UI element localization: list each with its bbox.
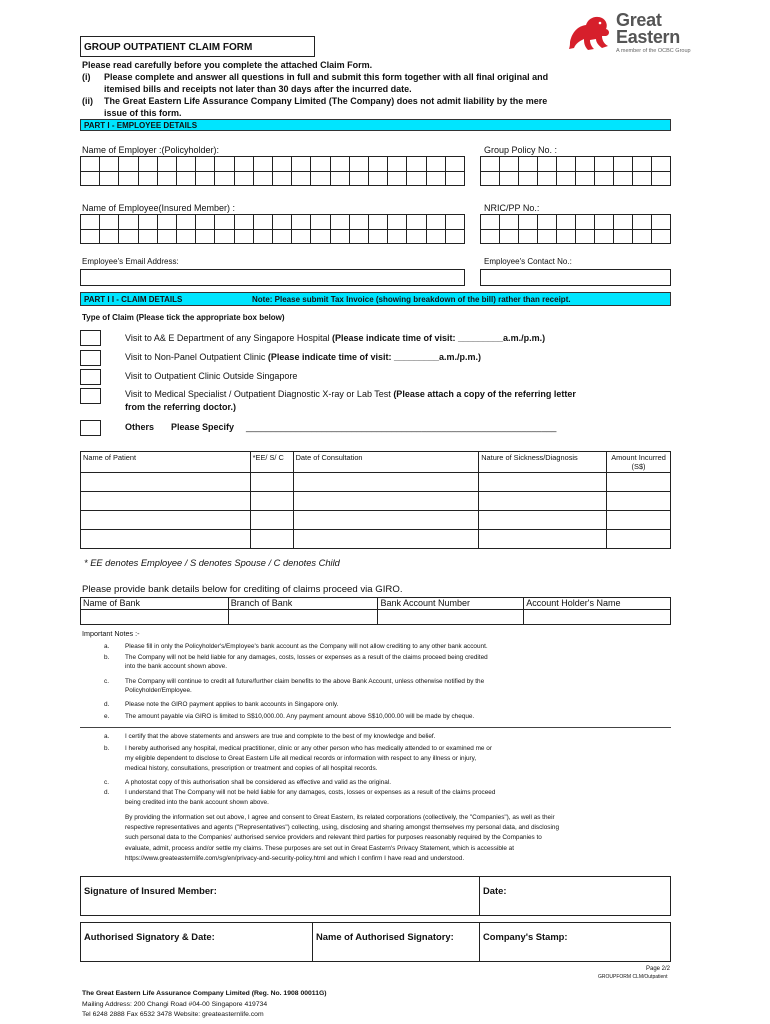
authorised-signatory-box[interactable] <box>80 922 313 962</box>
note-b2: into the bank account shown above. <box>125 663 227 670</box>
bank-col-branch: Branch of Bank <box>228 598 378 610</box>
specify-label: Please Specify <box>171 422 235 432</box>
footer-company: The Great Eastern Life Assurance Company Limited (Reg. No. 1908 00011G) <box>82 990 327 997</box>
employee-name-boxes[interactable] <box>80 214 465 244</box>
company-stamp-label: Company's Stamp: <box>483 931 568 942</box>
relation-legend: * EE denotes Employee / S denotes Spouse / C denotes Child <box>84 558 340 568</box>
bank-input-row[interactable] <box>81 610 671 625</box>
authorised-signatory-label: Authorised Signatory & Date: <box>84 931 215 942</box>
note-d-label: d. <box>104 701 110 708</box>
option-ae-time: (Please indicate time of visit: _________a.m./p.m.) <box>331 333 546 343</box>
authorised-name-box[interactable] <box>312 922 480 962</box>
decl-d2: being credited into the bank account shown above. <box>125 799 269 806</box>
decl-a: I certify that the above statements and answers are true and complete to the best of my knowledge and belief. <box>125 733 436 740</box>
logo-tagline: A member of the OCBC Group <box>616 48 691 54</box>
col-amount <box>607 452 671 473</box>
insured-signature-label: Signature of Insured Member: <box>84 885 217 896</box>
option-specialist-line2: from the referring doctor.) <box>125 402 237 412</box>
intro-heading: Please read carefully before you complete the attached Claim Form. <box>82 60 373 70</box>
nric-label: NRIC/PP No.: <box>484 203 540 213</box>
decl-c-label: c. <box>104 779 109 786</box>
privacy-line5: https://www.greateasternlife.com/sg/en/privacy-and-security-policy.html and which I confirm I have read and understood. <box>125 854 465 862</box>
decl-c: A photostat copy of this authorisation shall be considered as effective and valid as the original. <box>125 779 391 786</box>
part1-header-text: PART I - EMPLOYEE DETAILS <box>84 121 198 130</box>
others-label: Others <box>125 422 155 432</box>
bank-title: Please provide bank details below for crediting of claims proceed via GIRO. <box>82 584 403 595</box>
checkbox-overseas-visit[interactable] <box>80 369 101 385</box>
decl-b-label: b. <box>104 745 110 752</box>
note-c2: Policyholder/Employee. <box>125 687 192 694</box>
email-field[interactable] <box>80 269 465 286</box>
part2-note: Note: Please submit Tax Invoice (showing breakdown of the bill) rather than receipt. <box>252 295 571 304</box>
employer-name-boxes[interactable] <box>80 156 465 186</box>
contact-field[interactable] <box>480 269 671 286</box>
table-row[interactable] <box>81 492 671 511</box>
company-stamp-box[interactable] <box>479 922 671 962</box>
col-relation: *EE/ S/ C <box>250 452 293 473</box>
decl-b1: I hereby authorised any hospital, medical practitioner, clinic or any other person who has medically attended to or examined me or <box>125 745 492 752</box>
note-d: Please note the GIRO payment applies to bank accounts in Singapore only. <box>125 701 339 708</box>
privacy-line1: By providing the information set out above, I agree and consent to Great Eastern, its related corporations (collectively, the "Companies"), as well as their <box>125 814 555 821</box>
part2-header <box>80 292 671 306</box>
note-c1: The Company will continue to credit all future/further claim benefits to the above Bank Account, unless otherwise notified by the <box>125 678 485 685</box>
note-e-label: e. <box>104 713 110 720</box>
table-header-row <box>81 452 671 473</box>
employee-label: Name of Employee(Insured Member) : <box>82 203 236 213</box>
notes-title: Important Notes :- <box>82 629 140 638</box>
option-nonpanel-text: Visit to Non-Panel Outpatient Clinic <box>125 352 266 362</box>
footer-contact: Tel 6248 2888 Fax 6532 3478 Website: greateasternlife.com <box>82 1011 264 1018</box>
footer-address: Mailing Address: 200 Changi Road #04-00 Singapore 419734 <box>82 1001 268 1008</box>
email-label: Employee's Email Address: <box>82 257 179 266</box>
col-date: Date of Consultation <box>293 452 479 473</box>
option-specialist-note: (Please attach a copy of the referring letter <box>393 389 576 399</box>
decl-b2: my eligible dependent to disclose to Great Eastern Life all medical records or information with respect to any illness or injury, <box>125 755 477 762</box>
note-e: The amount payable via GIRO is limited to S$10,000.00. Any payment amount above S$10,000.00 will be made by cheque. <box>125 713 475 720</box>
option-specialist-visit <box>125 389 576 399</box>
part1-header <box>80 119 671 131</box>
claims-table <box>80 451 671 549</box>
option-ae-text: Visit to A& E Department of any Singapore Hospital <box>125 333 330 343</box>
intro-ii-line2: issue of this form. <box>104 108 182 118</box>
col-amount-label: Amount Incurred <box>611 453 666 462</box>
decl-d1: I understand that The Company will not be held liable for any damages, costs, losses or expenses as a result of the claims proceed <box>125 789 496 796</box>
policy-no-boxes[interactable] <box>480 156 671 186</box>
col-patient: Name of Patient <box>81 452 251 473</box>
option-ae-visit <box>125 333 545 343</box>
option-specialist-text: Visit to Medical Specialist / Outpatient Diagnostic X-ray or Lab Test <box>125 389 391 399</box>
col-amount-unit: (S$) <box>631 462 646 471</box>
section-divider <box>80 727 671 728</box>
table-row[interactable] <box>81 473 671 492</box>
logo-line1: Great <box>616 10 662 30</box>
intro-i-line2: itemised bills and receipts not later than 30 days after the incurred date. <box>104 84 412 94</box>
insured-signature-box[interactable] <box>80 876 480 916</box>
decl-d-label: d. <box>104 789 110 796</box>
bank-table <box>80 597 671 625</box>
date-box[interactable] <box>479 876 671 916</box>
col-nature: Nature of Sickness/Diagnosis <box>479 452 607 473</box>
privacy-line3: such personal data to the Companies' authorised service providers and relevant third parties for purposes reasonably required by the Companies to <box>125 834 542 842</box>
nric-boxes[interactable] <box>480 214 671 244</box>
intro-ii-line1: The Great Eastern Life Assurance Company Limited (The Company) does not admit liability by the mere <box>104 96 548 106</box>
option-nonpanel-time: (Please indicate time of visit: _________a.m./p.m.) <box>267 352 482 362</box>
decl-b3: medical history, consultations, prescription or treatment and copies of all hospital records. <box>125 765 378 772</box>
checkbox-specialist-visit[interactable] <box>80 388 101 404</box>
decl-a-label: a. <box>104 733 110 740</box>
checkbox-others[interactable] <box>80 420 101 436</box>
checkbox-nonpanel-visit[interactable] <box>80 350 101 366</box>
note-b1: The Company will not be held liable for any damages, costs, losses or expenses as a result of the claims proceed being credited <box>125 654 488 661</box>
contact-label: Employee's Contact No.: <box>484 257 572 266</box>
specify-line[interactable]: ______________________________________________________________ <box>246 422 557 432</box>
table-row[interactable] <box>81 511 671 530</box>
form-code: GROUPFORM CLM/Outpatient <box>598 974 668 980</box>
note-a: Please fill in only the Policyholder's/Employee's bank account as the Company will not allow crediting to any other bank account. <box>125 643 488 650</box>
checkbox-ae-visit[interactable] <box>80 330 101 346</box>
bank-col-account: Bank Account Number <box>378 598 524 610</box>
employer-label: Name of Employer :(Policyholder): <box>82 145 220 155</box>
note-a-label: a. <box>104 643 110 650</box>
form-title <box>80 36 315 57</box>
note-c-label: c. <box>104 678 109 685</box>
table-row[interactable] <box>81 530 671 549</box>
company-logo <box>566 10 766 58</box>
privacy-line4: evaluate, admit, process and/or settle my claims. These purposes are set out in Great Eastern's Privacy Statement, which is accessible at <box>125 844 514 852</box>
privacy-consent <box>125 813 689 864</box>
option-nonpanel-visit <box>125 352 481 362</box>
privacy-line2: respective representatives and agents ("Representatives") collecting, using, disclosing and sharing amongst themselves my personal data, and disclosing <box>125 824 560 832</box>
option-overseas-visit: Visit to Outpatient Clinic Outside Singapore <box>125 371 298 381</box>
form-title-text: GROUP OUTPATIENT CLAIM FORM <box>84 42 253 53</box>
authorised-name-label: Name of Authorised Signatory: <box>316 931 454 942</box>
policy-label: Group Policy No. : <box>484 145 558 155</box>
intro-i-line1: Please complete and answer all questions in full and submit this form together with all final original and <box>104 72 549 82</box>
intro-ii-label: (ii) <box>82 96 93 106</box>
bank-col-holder: Account Holder's Name <box>524 598 671 610</box>
part2-header-text: PART I I - CLAIM DETAILS <box>84 295 183 304</box>
date-label: Date: <box>483 885 507 896</box>
note-b-label: b. <box>104 654 110 661</box>
bank-col-name: Name of Bank <box>81 598 229 610</box>
lion-icon <box>566 12 612 52</box>
intro-i-label: (i) <box>82 72 91 82</box>
claim-type-label: Type of Claim (Please tick the appropriate box below) <box>82 313 285 322</box>
logo-line2: Eastern <box>616 27 680 47</box>
page-number: Page 2/2 <box>646 966 671 972</box>
